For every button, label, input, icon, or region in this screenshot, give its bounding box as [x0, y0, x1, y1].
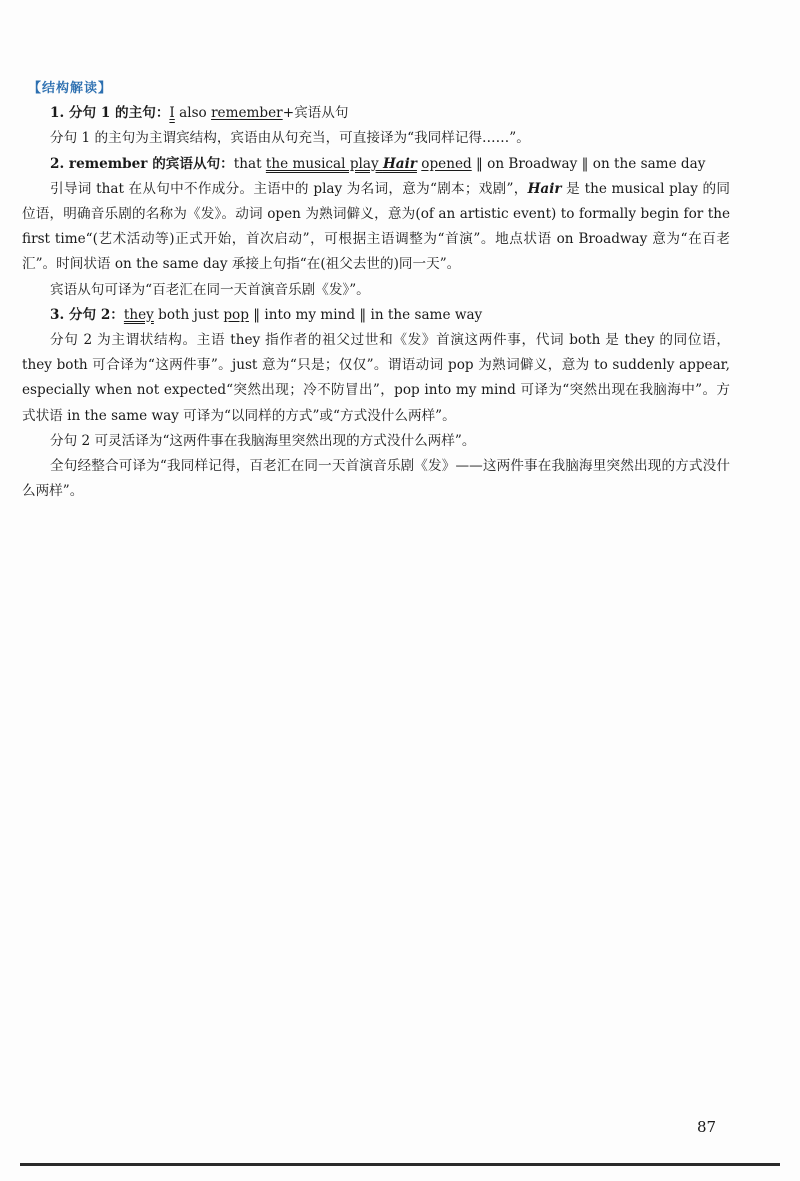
paragraph-5: 分句 2 可灵活译为“这两件事在我脑海里突然出现的方式没什么两样”。 — [50, 432, 476, 449]
page-content — [22, 76, 730, 504]
heading-text: they both just pop ‖ into my mind ‖ in the same way — [123, 306, 483, 323]
verb-opened: opened — [421, 155, 472, 172]
heading-clause-3 — [22, 303, 730, 328]
bottom-rule — [20, 1163, 780, 1166]
paragraph-1: 分句 1 的主句为主谓宾结构，宾语由从句充当，可直接译为“我同样记得……”。 — [50, 130, 530, 147]
subject-phrase: the musical play Hair — [265, 155, 417, 172]
verb-pop: pop — [223, 306, 249, 323]
section-label: 【结构解读】 — [28, 81, 113, 96]
paragraph-4: 分句 2 为主谓状结构。主语 they 指作者的祖父过世和《发》首演这两件事，代词 both 是 they 的同位语，they both 可合译为“这两件事”。just 意为“只是；仅仅”。谓语动词 pop 为熟词僻义，意为 to suddenly appear, especially when not expected“突然出现；冷不防冒出”，pop into my mind 可译为“突然出现在我脑海中”。方式状语 in the same way 可译为“以同样的方式”或“方式没什么两样”。 — [22, 332, 730, 424]
heading-text: that the musical play Hair opened ‖ on Broadway ‖ on the same day — [233, 155, 706, 172]
paragraph-6: 全句经整合可译为“我同样记得，百老汇在同一天首演音乐剧《发》——这两件事在我脑海里突然出现的方式没什么两样”。 — [22, 458, 730, 500]
subject-they: they — [123, 306, 154, 323]
heading-number: 1. 分句 1 的主句： — [50, 105, 170, 122]
verb-remember: remember — [211, 105, 283, 122]
title-hair: Hair — [527, 180, 562, 197]
heading-clause-1 — [22, 101, 730, 126]
subject-i: I — [169, 105, 175, 122]
page-number: 87 — [697, 1118, 717, 1136]
heading-text: I also remember+宾语从句 — [169, 105, 349, 122]
heading-number: 2. remember 的宾语从句： — [50, 155, 234, 172]
heading-number: 3. 分句 2： — [50, 306, 124, 323]
heading-clause-2 — [22, 152, 730, 177]
paragraph-2: 引导词 that 在从句中不作成分。主语中的 play 为名词，意为“剧本；戏剧”，Hair 是 the musical play 的同位语，明确音乐剧的名称为《发》。动词 open 为熟词僻义，意为(of an artistic event) to formally begin for the first time“(艺术活动等)正式开始，首次启动”，可根据主语调整为“首演”。地点状语 on Broadway 意为“在百老汇”。时间状语 on the same day 承接上句指“在(祖父去世的)同一天”。 — [22, 180, 730, 273]
paragraph-3: 宾语从句可译为“百老汇在同一天首演音乐剧《发》”。 — [50, 281, 370, 298]
